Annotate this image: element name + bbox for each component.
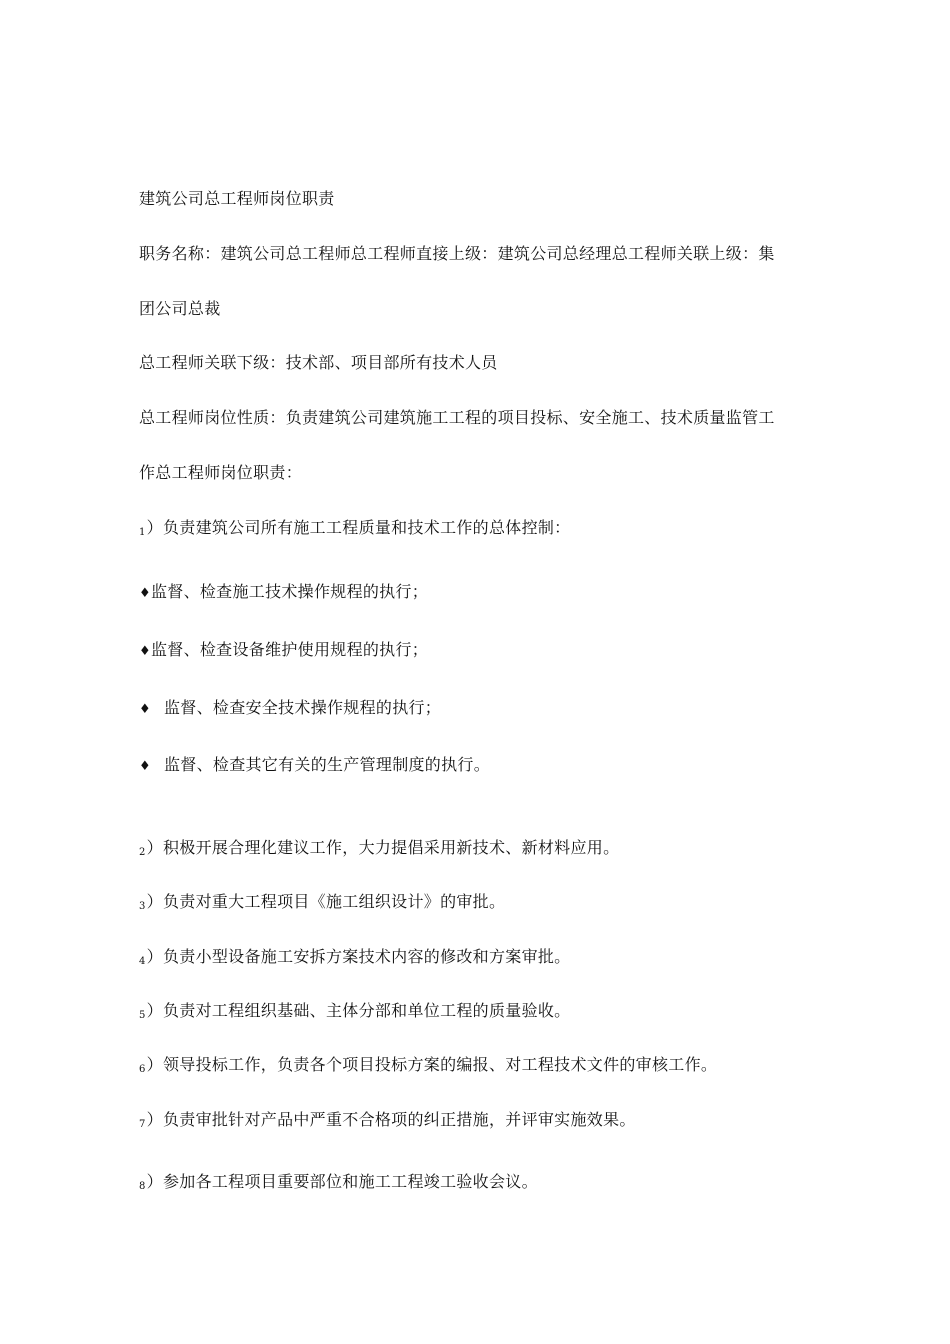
duty-number: 2 — [139, 847, 146, 858]
job-title-paragraph-continued: 团公司总裁 — [139, 299, 221, 318]
bullet-text: 监督、检查设备维护使用规程的执行； — [150, 640, 429, 659]
nature-paragraph: 总工程师岗位性质：负责建筑公司建筑施工工程的项目投标、安全施工、技术质量监管工 — [139, 408, 775, 427]
bullet-item-4 — [139, 755, 490, 777]
duty-item-7 — [139, 1110, 636, 1135]
duty-number: 7 — [139, 1119, 146, 1130]
bullet-item-1 — [139, 582, 428, 604]
diamond-bullet-icon: ♦ — [139, 644, 151, 659]
duty-text: ）参加各工程项目重要部位和施工工程竣工验收会议。 — [146, 1172, 538, 1191]
duty-number: 5 — [139, 1010, 146, 1021]
diamond-bullet-icon: ♦ — [139, 702, 151, 717]
duty-text: ）负责审批针对产品中严重不合格项的纠正措施，并评审实施效果。 — [146, 1110, 636, 1129]
bullet-item-3 — [139, 698, 441, 720]
duty-number: 3 — [139, 901, 146, 912]
bullet-text: 监督、检查安全技术操作规程的执行； — [164, 698, 442, 717]
duty-text: ）领导投标工作，负责各个项目投标方案的编报、对工程技术文件的审核工作。 — [146, 1055, 718, 1074]
duty-item-8 — [139, 1172, 538, 1197]
duty-text: ）负责建筑公司所有施工工程质量和技术工作的总体控制： — [146, 518, 571, 537]
duty-item-6 — [139, 1055, 717, 1080]
duty-number: 1 — [139, 527, 146, 538]
duty-text: ）积极开展合理化建议工作，大力提倡采用新技术、新材料应用。 — [146, 838, 620, 857]
diamond-bullet-icon: ♦ — [139, 586, 151, 601]
duty-number: 8 — [139, 1181, 146, 1192]
duty-text: ）负责小型设备施工安拆方案技术内容的修改和方案审批。 — [146, 947, 571, 966]
subordinates-paragraph: 总工程师关联下级：技术部、项目部所有技术人员 — [139, 353, 498, 372]
duty-item-1 — [139, 518, 570, 543]
job-title-paragraph: 职务名称：建筑公司总工程师总工程师直接上级：建筑公司总经理总工程师关联上级：集 — [139, 244, 775, 263]
duty-item-2 — [139, 838, 619, 863]
bullet-text: 监督、检查施工技术操作规程的执行； — [150, 582, 429, 601]
duty-text: ）负责对工程组织基础、主体分部和单位工程的质量验收。 — [146, 1001, 571, 1020]
duty-item-3 — [139, 892, 505, 917]
nature-paragraph-continued: 作总工程师岗位职责： — [139, 463, 303, 482]
duty-number: 6 — [139, 1064, 146, 1075]
bullet-item-2 — [139, 640, 428, 662]
duty-number: 4 — [139, 956, 146, 967]
diamond-bullet-icon: ♦ — [139, 759, 151, 774]
duty-text: ）负责对重大工程项目《施工组织设计》的审批。 — [146, 892, 506, 911]
duty-item-4 — [139, 947, 570, 972]
bullet-text: 监督、检查其它有关的生产管理制度的执行。 — [164, 755, 491, 774]
duty-item-5 — [139, 1001, 570, 1026]
document-title: 建筑公司总工程师岗位职责 — [139, 189, 335, 208]
